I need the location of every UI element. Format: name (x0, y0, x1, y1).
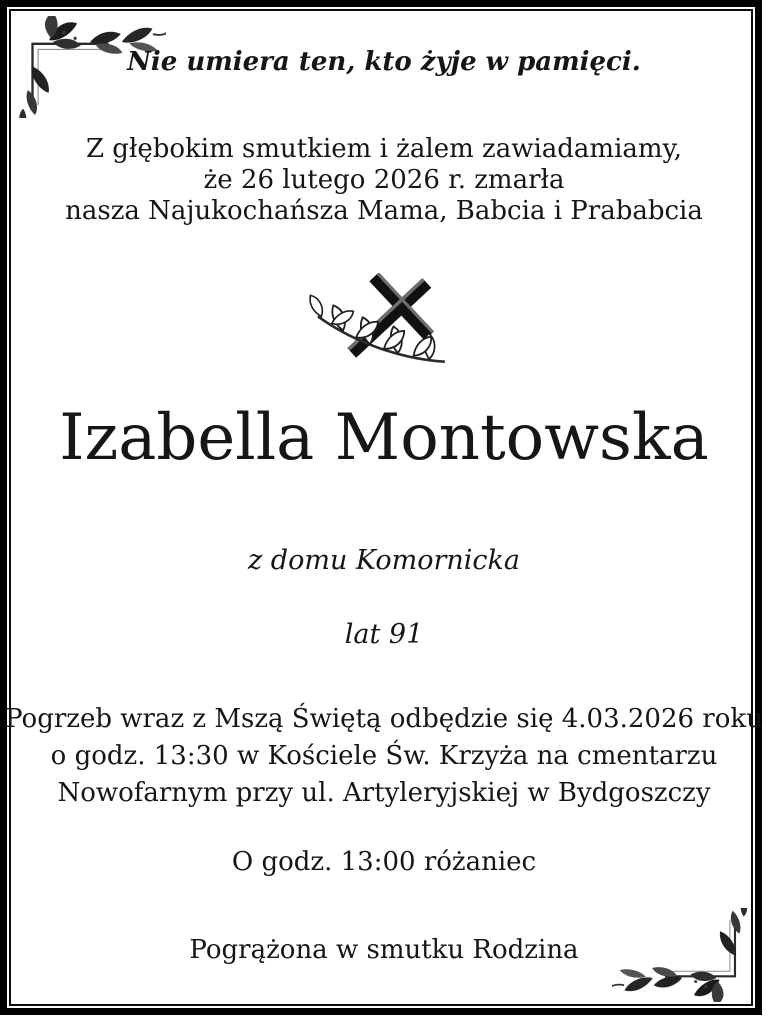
family-signature: Pogrążona w smutku Rodzina (189, 935, 579, 965)
funeral-line: Nowofarnym przy ul. Artyleryjskiej w Bydgoszczy (57, 778, 711, 808)
announcement-line: że 26 lutego 2026 r. zmarła (203, 165, 565, 195)
announcement-line: nasza Najukochańsza Mama, Babcia i Prababcia (65, 196, 703, 226)
maiden-name: z domu Komornicka (248, 545, 520, 576)
memorial-quote: Nie umiera ten, kto żyje w pamięci. (127, 47, 641, 77)
announcement-line: Z głębokim smutkiem i żalem zawiadamiamy, (85, 134, 683, 164)
rosary-line: O godz. 13:00 różaniec (231, 847, 537, 877)
funeral-details (0, 701, 768, 812)
age-line: lat 91 (344, 619, 424, 650)
funeral-line: o godz. 13:30 w Kościele Św. Krzyża na cmentarzu (50, 741, 718, 771)
funeral-line: Pogrzeb wraz z Mszą Świętą odbędzie się 4.03.2026 roku (5, 704, 763, 734)
cross-with-laurel-icon (0, 273, 768, 373)
death-announcement (0, 134, 768, 227)
deceased-name: Izabella Montowska (59, 401, 709, 475)
